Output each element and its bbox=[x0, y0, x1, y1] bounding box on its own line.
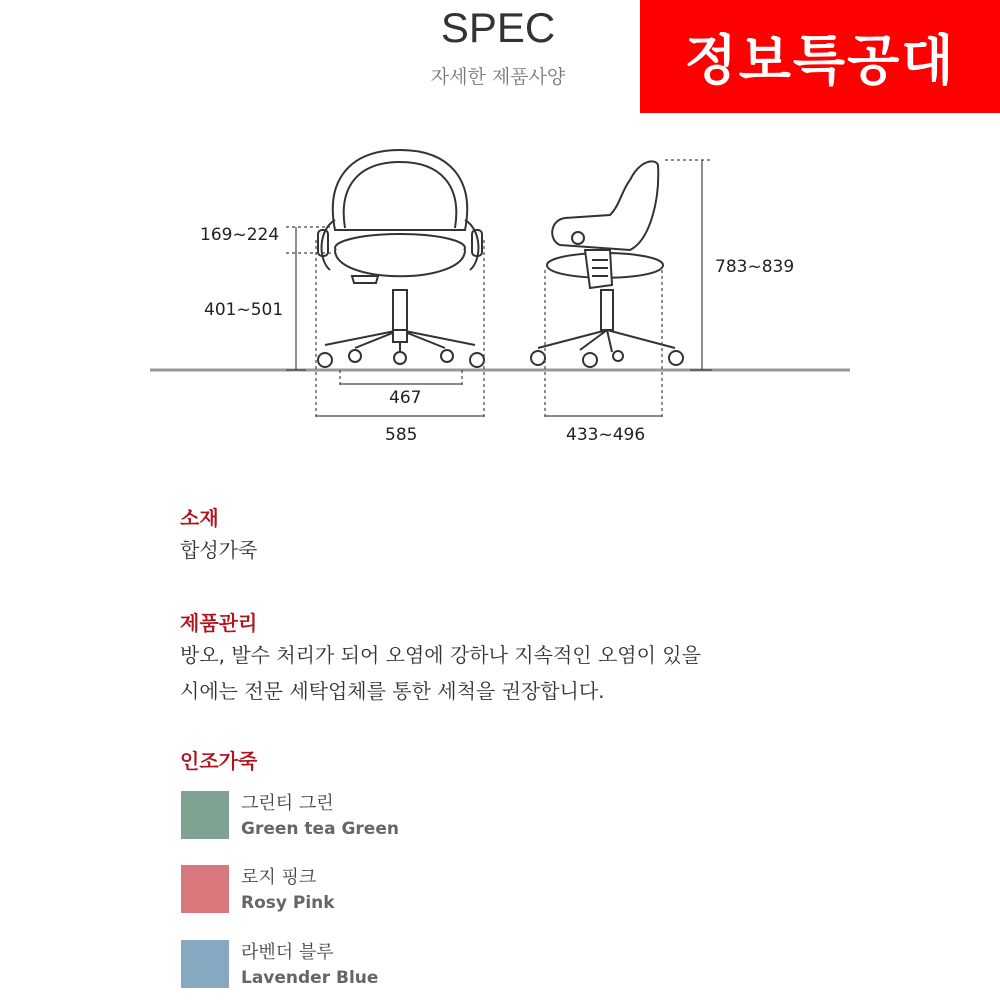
page-title: SPEC bbox=[440, 4, 556, 51]
spec-diagram bbox=[0, 120, 1000, 460]
side-view-chair bbox=[531, 161, 683, 367]
material-value: 합성가죽 bbox=[180, 538, 258, 562]
dim-base-inner-width: 467 bbox=[389, 388, 422, 408]
front-view-chair bbox=[318, 150, 484, 367]
material-label: 소재 bbox=[180, 506, 219, 530]
promo-badge bbox=[640, 0, 1000, 113]
color-name-kr-blue: 라벤더 블루 bbox=[241, 942, 334, 963]
color-swatch-green bbox=[181, 791, 229, 839]
color-swatch-pink bbox=[181, 865, 229, 913]
color-name-kr-pink: 로지 핑크 bbox=[241, 867, 317, 888]
color-name-en-pink: Rosy Pink bbox=[241, 893, 335, 913]
care-text-line-2: 시에는 전문 세탁업체를 통한 세척을 권장합니다. bbox=[180, 679, 605, 703]
color-name-en-blue: Lavender Blue bbox=[241, 968, 379, 988]
care-text-line-1: 방오, 발수 처리가 되어 오염에 강하나 지속적인 오염이 있을 bbox=[180, 643, 701, 667]
color-swatch-blue bbox=[181, 940, 229, 988]
dim-seat-height: 401~501 bbox=[204, 300, 284, 320]
page-subtitle: 자세한 제품사양 bbox=[430, 66, 566, 88]
care-label: 제품관리 bbox=[180, 611, 258, 635]
chair-drawings bbox=[0, 120, 1000, 460]
dim-depth: 433~496 bbox=[566, 425, 646, 445]
dim-total-width: 585 bbox=[385, 425, 418, 445]
promo-badge-text: 정보특공대 bbox=[684, 29, 956, 92]
color-name-en-green: Green tea Green bbox=[241, 819, 399, 839]
color-section-label: 인조가죽 bbox=[180, 749, 258, 773]
color-name-kr-green: 그린티 그린 bbox=[241, 793, 334, 814]
dim-arm-height: 169~224 bbox=[200, 225, 280, 245]
dim-total-height: 783~839 bbox=[715, 257, 795, 277]
